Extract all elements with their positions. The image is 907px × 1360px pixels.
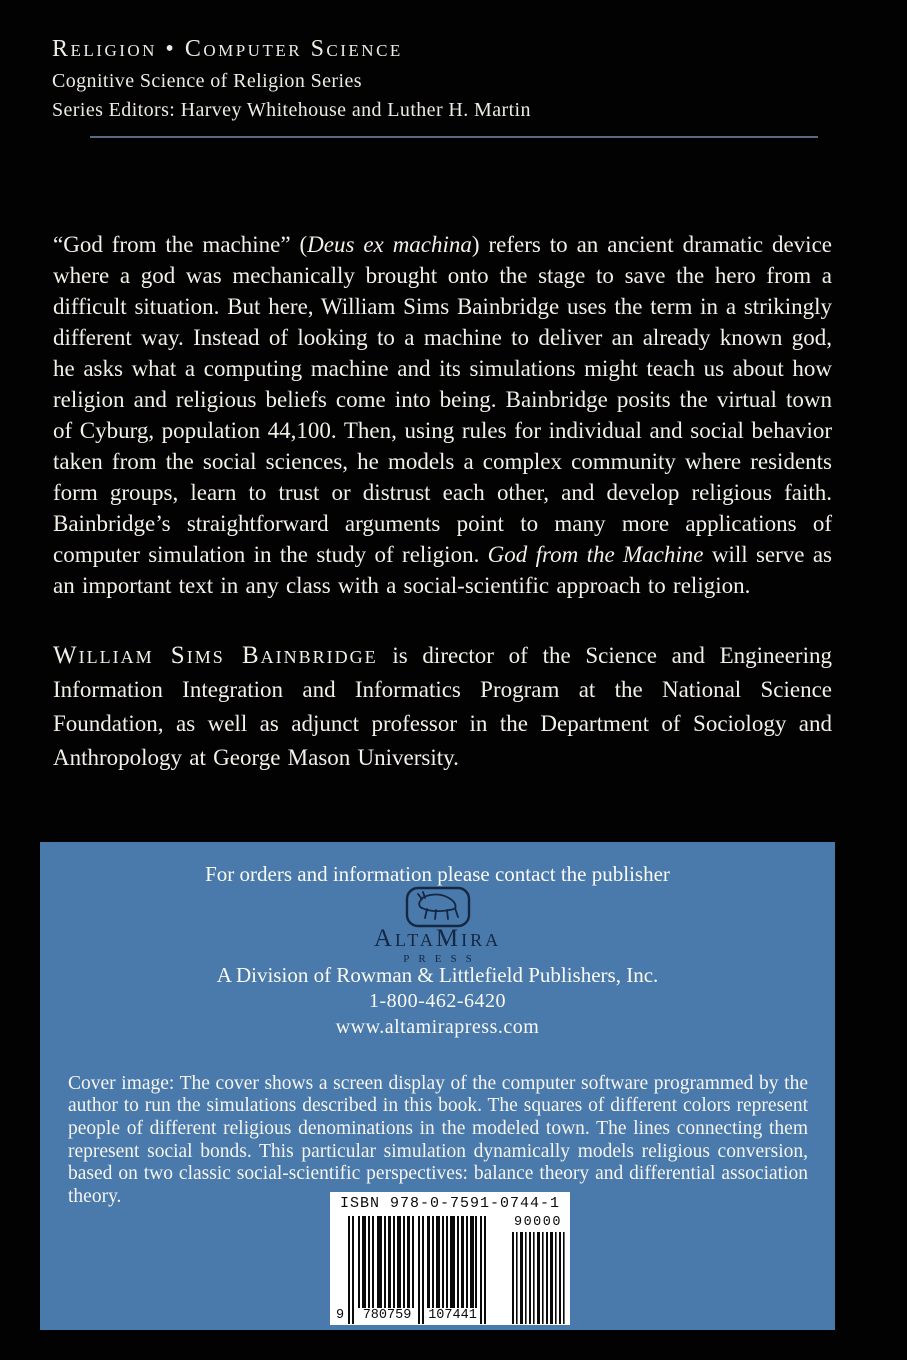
addon-price-code: 90000: [513, 1215, 562, 1230]
publisher-division-line: A Division of Rowman & Littlefield Publishers, Inc.: [216, 963, 659, 987]
cover-image-note: Cover image: The cover shows a screen display of the computer software programmed by the author to run the simulations described in this book. The squares of different colors represent people of different religious denominations in the modeled town. The lines connecting them represent social bonds. This particular simulation dynamically models religious conversion, based on two classic social-scientific perspectives: balance theory and differential association theory.: [68, 1072, 808, 1208]
ean-addon-barcode: [510, 1216, 566, 1324]
addon-bars-icon: [510, 1232, 566, 1324]
series-header: [52, 36, 832, 122]
series-name: Cognitive Science of Religion Series: [52, 70, 362, 92]
series-editors: Series Editors: Harvey Whitehouse and Luther H. Martin: [52, 99, 531, 121]
category-line: Religion • Computer Science: [52, 36, 403, 62]
divider-rule: [90, 136, 818, 138]
description-text: will serve as an important text in any class with a social-scientific approach to religion.: [53, 542, 832, 598]
publisher-phone: 1-800-462-6420: [369, 990, 506, 1012]
ean13-barcode: [334, 1216, 490, 1324]
description-text: “God from the machine” (: [53, 232, 308, 257]
author-bio-text: is director of the Science and Engineering Information Integration and Informatics Program at the National Science Foundation, as well as adjunct professor in the Department of Sociology and Anthropology at George Mason University.: [53, 643, 832, 770]
publisher-contact-line: For orders and information please contact the publisher: [205, 862, 670, 886]
author-bio: [53, 639, 832, 775]
altamira-wordmark: AltaMira: [373, 925, 502, 952]
altamira-logo: [40, 886, 835, 965]
publisher-website: www.altamirapress.com: [335, 1016, 540, 1038]
altamira-bison-icon: [405, 886, 471, 928]
description-book-title: God from the Machine: [487, 542, 704, 567]
description-text: ) refers to an ancient dramatic device where a god was mechanically brought onto the stage to save the hero from a difficult situation. But here, William Sims Bainbridge uses the term in a strikingly different way. Instead of looking to a machine to deliver an already known god, he asks what a computing machine and its simulations might teach us about how religion and religious beliefs come into being. Bainbridge posits the virtual town of Cyburg, population 44,100. Then, using rules for individual and social behavior taken from the social sciences, he models a complex community where residents form groups, learn to trust or distrust each other, and develop religious faith. Bainbridge’s straightforward arguments point to many more applications of computer simulation in the study of religion.: [53, 232, 832, 567]
isbn-barcode-block: [330, 1192, 570, 1325]
author-name: William Sims Bainbridge: [53, 642, 378, 669]
press-wordmark: PRESS: [403, 953, 481, 965]
publisher-panel: [40, 842, 835, 1330]
barcode-digit-group: 107441: [428, 1308, 477, 1323]
barcode-digit-group: 780759: [358, 1308, 416, 1324]
isbn-number-label: ISBN 978-0-7591-0744-1: [339, 1195, 561, 1212]
description-italic-term: Deus ex machina: [307, 232, 472, 257]
barcode-digit-group: 9: [335, 1308, 345, 1323]
book-description: [53, 229, 832, 601]
